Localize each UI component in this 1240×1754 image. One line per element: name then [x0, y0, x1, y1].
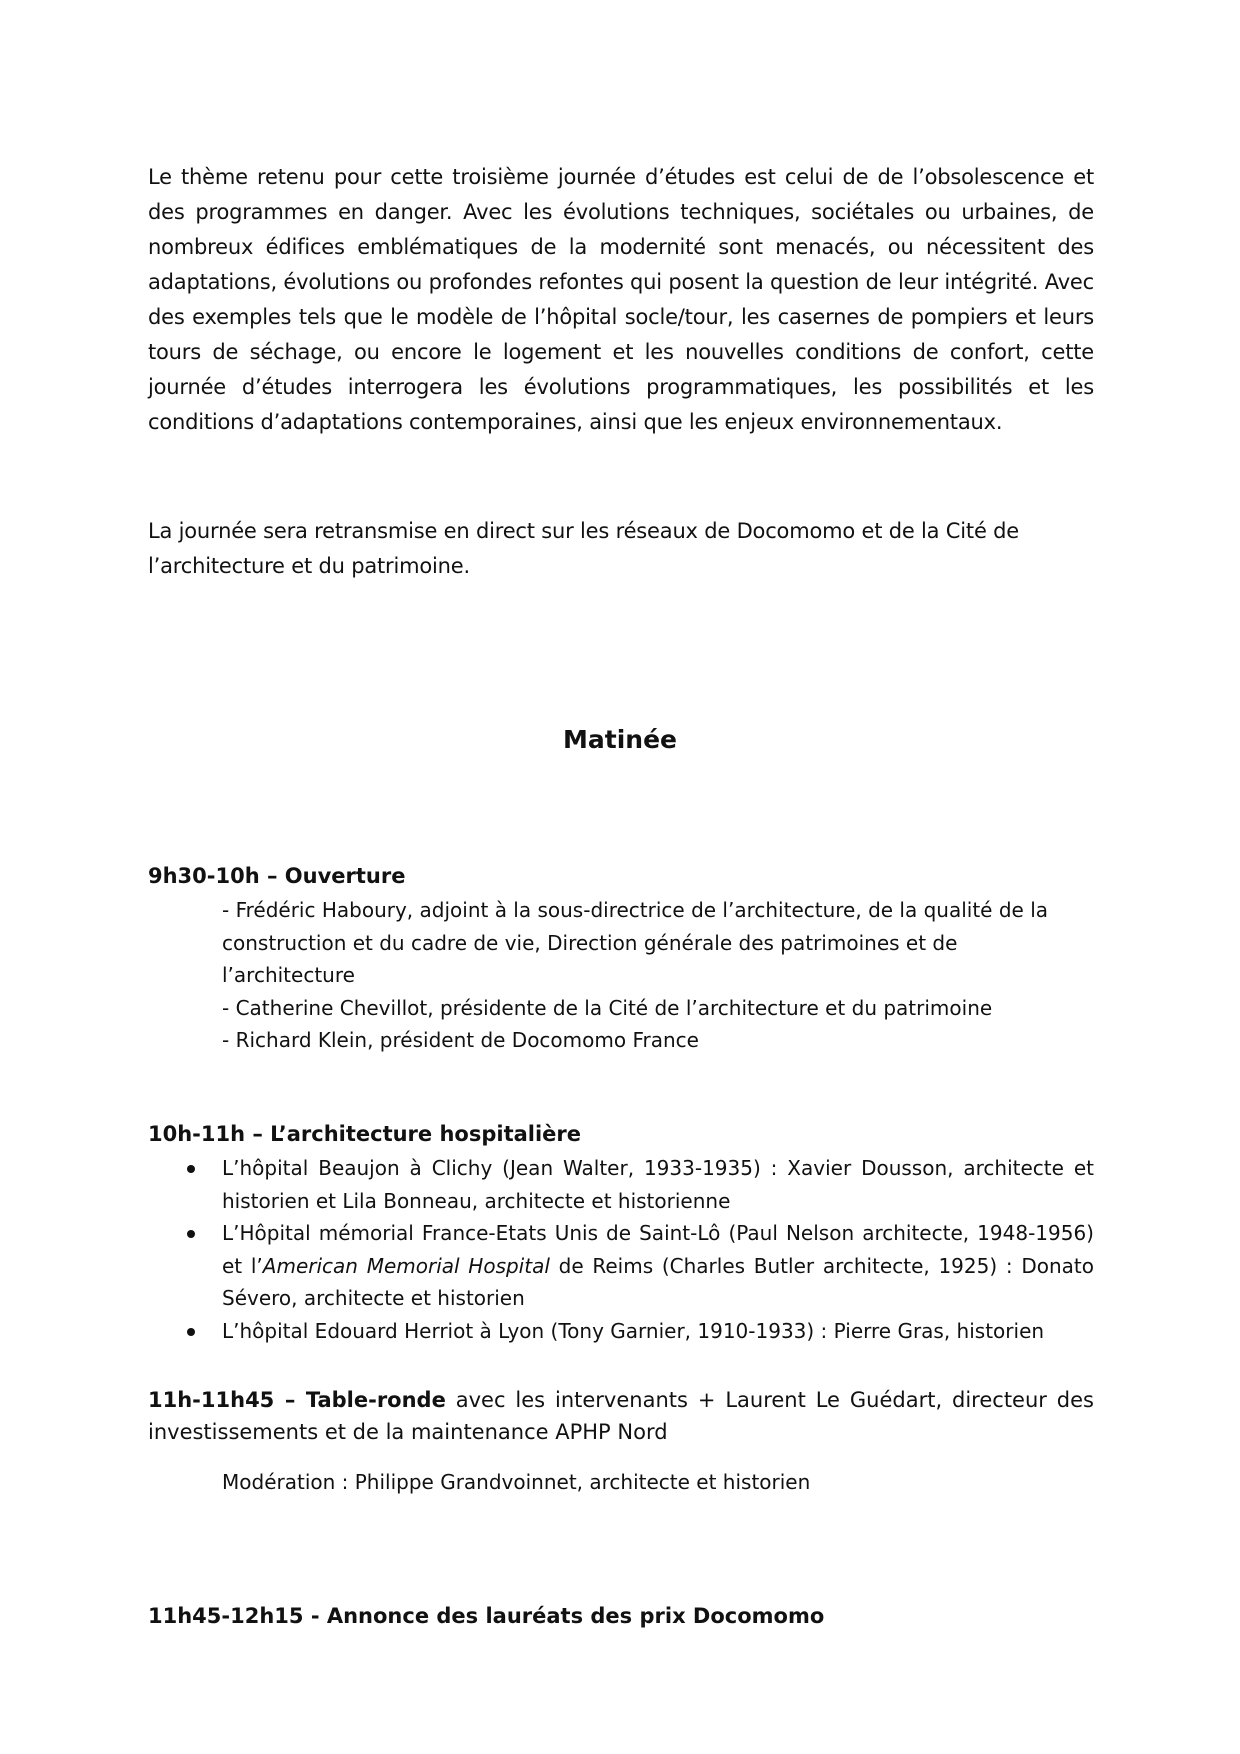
- roundtable-paragraph: [148, 1384, 1094, 1448]
- session-hospital: [148, 1118, 1094, 1347]
- list-item: L’hôpital Edouard Herriot à Lyon (Tony Garnier, 1910-1933) : Pierre Gras, historien: [222, 1315, 1094, 1348]
- talk-text: L’Hôpital mémorial France-Etats Unis de Saint-Lô (Paul Nelson architecte, 1948-1956) et l’: [222, 1221, 1094, 1278]
- list-item: [222, 1217, 1094, 1315]
- speaker-list: [222, 894, 1094, 1057]
- intro-paragraph: Le thème retenu pour cette troisième journée d’études est celui de de l’obsolescence et des programmes en danger. Avec les évolutions techniques, sociétales ou urbaines, de nombreux édifices emblématiques de la modernité sont menacés, ou nécessitent des adaptations, évolutions ou profondes refontes qui posent la question de leur intégrité. Avec des exemples tels que le modèle de l’hôpital socle/tour, les casernes de pompiers et leurs tours de séchage, ou encore le logement et les nouvelles conditions de confort, cette journée d’études interrogera les évolutions programmatiques, les possibilités et les conditions d’adaptations contemporaines, ainsi que les enjeux environnementaux.: [148, 165, 1094, 434]
- list-item: - Catherine Chevillot, présidente de la Cité de l’architecture et du patrimoine: [222, 995, 993, 1020]
- talk-list: [222, 1152, 1094, 1347]
- session-title: 11h45-12h15 - Annonce des lauréats des prix Docomomo: [148, 1604, 825, 1628]
- talk-text: de Reims (Charles Butler architecte, 1925) : Donato Sévero, architecte et historien: [222, 1253, 1094, 1310]
- section-title-matinee: Matinée: [563, 725, 677, 754]
- roundtable-text: avec les intervenants + Laurent Le Guédart, directeur des investissements et de la maintenance APHP Nord: [148, 1388, 1094, 1444]
- session-awards: [148, 1600, 1094, 1632]
- moderation-line: Modération : Philippe Grandvoinnet, architecte et historien: [222, 1470, 811, 1494]
- session-opening: [148, 860, 1094, 1057]
- session-roundtable: [148, 1384, 1094, 1498]
- list-item: - Richard Klein, président de Docomomo France: [222, 1028, 699, 1052]
- list-item: L’hôpital Beaujon à Clichy (Jean Walter, 1933-1935) : Xavier Dousson, architecte et historien et Lila Bonneau, architecte et historienne: [222, 1152, 1094, 1217]
- session-title: 11h-11h45 – Table-ronde: [148, 1388, 446, 1412]
- session-title: 10h-11h – L’architecture hospitalière: [148, 1122, 582, 1146]
- session-title: 9h30-10h – Ouverture: [148, 864, 406, 888]
- list-item: - Frédéric Haboury, adjoint à la sous-directrice de l’architecture, de la qualité de la construction et du cadre de vie, Direction générale des patrimoines et de l’architecture: [222, 898, 1049, 987]
- broadcast-paragraph: La journée sera retransmise en direct sur les réseaux de Docomomo et de la Cité de l’architecture et du patrimoine.: [148, 519, 1019, 578]
- hospital-name-italic: American Memorial Hospital: [262, 1253, 550, 1278]
